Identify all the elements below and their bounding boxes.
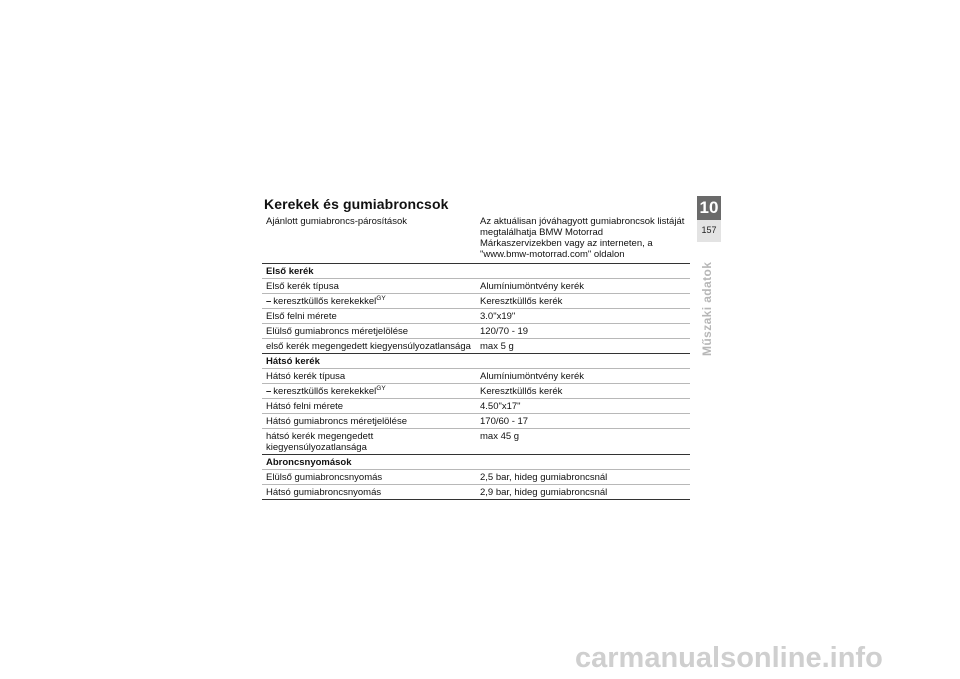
front-wheel-heading: Első kerék [266, 266, 314, 277]
watermark: carmanualsonline.info [575, 642, 883, 674]
spec-table [262, 214, 690, 500]
row-label-option [262, 294, 476, 308]
table-row [262, 309, 690, 324]
intro-label: Ajánlott gumiabroncs-párosítások [266, 216, 407, 227]
page-number: 157 [701, 225, 717, 235]
option-code: GY [376, 294, 386, 302]
row-value: max 5 g [480, 341, 514, 352]
row-value: 2,9 bar, hideg gumiabroncsnál [480, 487, 608, 498]
option-code: GY [376, 384, 386, 392]
row-value: 3.0"x19" [480, 311, 516, 322]
pressure-heading-row [262, 455, 690, 470]
row-label: Elülső gumiabroncs méretjelölése [266, 326, 409, 337]
dash-icon: – [266, 386, 272, 397]
row-label: Hátsó kerék típusa [266, 371, 346, 382]
row-value: 120/70 - 19 [480, 326, 529, 337]
table-row [262, 485, 690, 500]
row-value: Alumíniumöntvény kerék [480, 371, 585, 382]
table-row [262, 279, 690, 294]
intro-row [262, 214, 690, 264]
table-row [262, 470, 690, 485]
row-value: 170/60 - 17 [480, 416, 529, 427]
table-row [262, 339, 690, 354]
table-row [262, 384, 690, 399]
row-value: 4.50"x17" [480, 401, 521, 412]
row-label: Hátsó felni mérete [266, 401, 344, 412]
row-label: Első kerék típusa [266, 281, 339, 292]
table-row [262, 324, 690, 339]
chapter-side-label: Műszaki adatok [700, 261, 714, 356]
pressure-heading: Abroncsnyomások [266, 457, 352, 468]
section-title: Kerekek és gumiabroncsok [264, 196, 449, 212]
table-row [262, 429, 690, 455]
chapter-number: 10 [699, 198, 719, 217]
front-wheel-heading-row [262, 264, 690, 279]
row-label: hátsó kerék megengedett kiegyensúlyozatlansága [266, 431, 374, 453]
row-value: Keresztküllős kerék [480, 386, 563, 397]
row-value: 2,5 bar, hideg gumiabroncsnál [480, 472, 608, 483]
table-row [262, 369, 690, 384]
rear-wheel-heading: Hátsó kerék [266, 356, 320, 367]
row-label: Hátsó gumiabroncsnyomás [266, 487, 382, 498]
row-label: Elülső gumiabroncsnyomás [266, 472, 383, 483]
row-label-text: keresztküllős kerekekkel [273, 386, 377, 397]
row-label: Első felni mérete [266, 311, 337, 322]
table-row [262, 294, 690, 309]
table-row [262, 399, 690, 414]
intro-text: Az aktuálisan jóváhagyott gumiabroncsok listáját megtalálhatja BMW Motorrad Márkaszervizekben vagy az interneten, a "www.bmw-motorrad.com" oldalon [480, 216, 685, 260]
row-label: Hátsó gumiabroncs méretjelölése [266, 416, 407, 427]
table-row [262, 414, 690, 429]
chapter-tab [697, 196, 721, 242]
row-value: Alumíniumöntvény kerék [480, 281, 585, 292]
rear-wheel-heading-row [262, 354, 690, 369]
row-value: max 45 g [480, 431, 520, 442]
dash-icon: – [266, 296, 272, 307]
row-value: Keresztküllős kerék [480, 296, 563, 307]
row-label: első kerék megengedett kiegyensúlyozatlansága [266, 341, 471, 352]
row-label-text: keresztküllős kerekekkel [273, 296, 377, 307]
row-label-option [262, 384, 476, 398]
